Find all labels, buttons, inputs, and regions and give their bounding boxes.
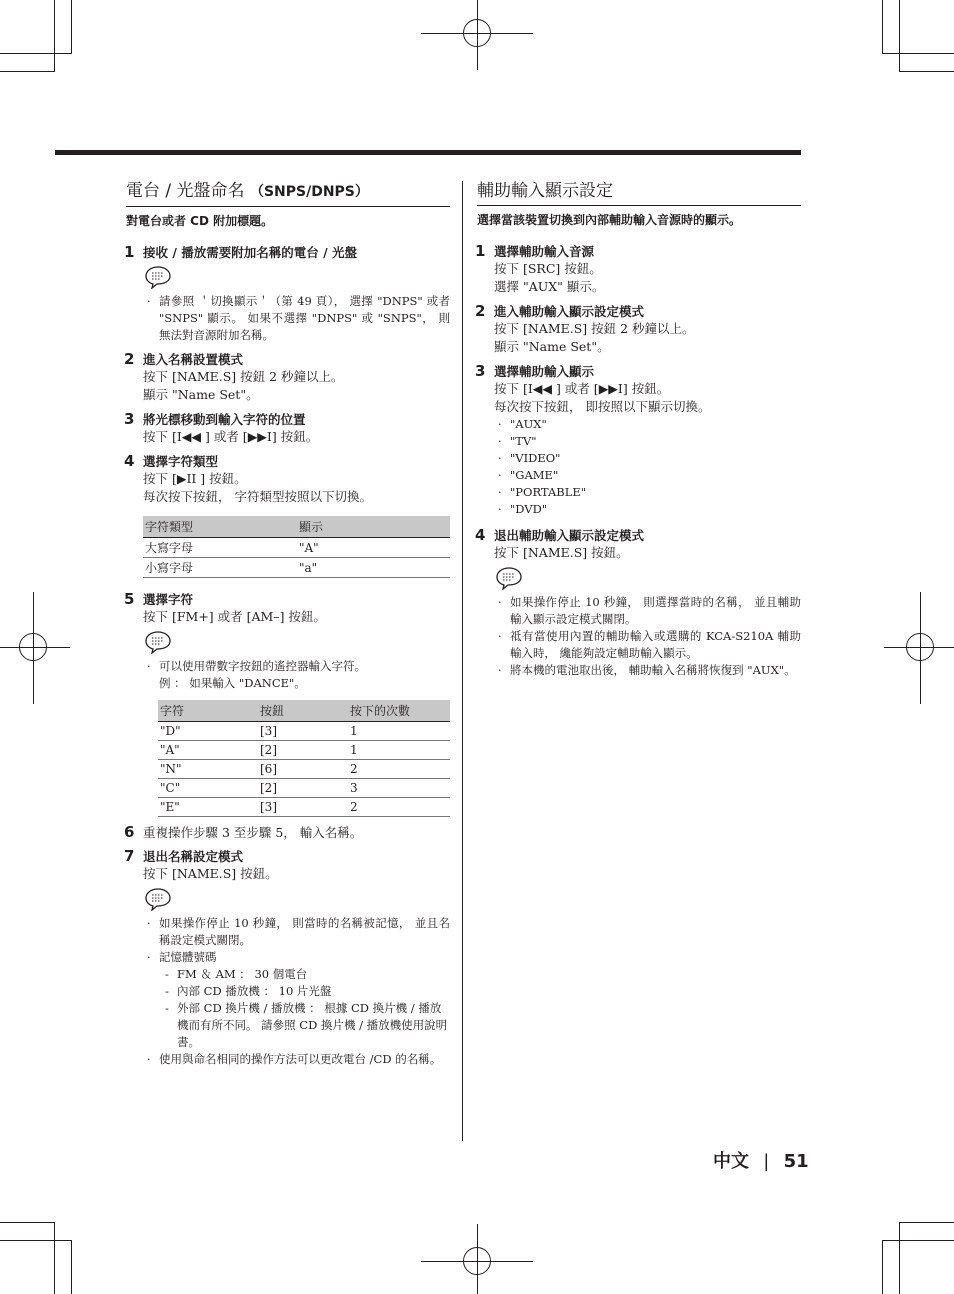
option-item: · "TV" xyxy=(494,433,801,450)
step-heading: 選擇輔助輸入顯示 xyxy=(494,364,595,379)
note-text: · 使用與命名相同的操作方法可以更改電台 /CD 的名稱。 xyxy=(143,1051,450,1068)
note-subitem: - FM ＆ AM ： 30 個電台 xyxy=(163,966,450,983)
table-cell: 1 xyxy=(348,722,450,741)
step-body-line: 顯示 "Name Set"。 xyxy=(494,339,610,354)
step-4 xyxy=(126,454,450,470)
column-divider xyxy=(462,181,463,1141)
step-body-line: 按下 [FM+] 或者 [AM–] 按鈕。 xyxy=(143,609,326,624)
table-row xyxy=(143,558,450,578)
table-header: 顯示 xyxy=(297,516,450,538)
step-3 xyxy=(126,412,450,428)
table-cell: "E" xyxy=(158,798,258,817)
page-number: 51 xyxy=(783,1151,809,1172)
step-body-line: 按下 [▶II ] 按鈕。 xyxy=(143,471,247,486)
note-text: · 祗有當使用內置的輔助輸入或選購的 KCA-S210A 輔助輸入時， 纔能夠設定輔助輸入顯示。 xyxy=(494,628,801,662)
step-heading: 重複操作步驟 3 至步驟 5， 輸入名稱。 xyxy=(143,825,363,840)
step-5 xyxy=(126,592,450,608)
section-subtitle: 選擇當該裝置切換到內部輔助輸入音源時的顯示。 xyxy=(477,213,742,227)
step-2 xyxy=(477,304,801,320)
note-text: · 請參照 ＇切換顯示＇（第 49 頁）， 選擇 "DNPS" 或者 "SNPS" 顯示。 如果不選擇 "DNPS" 或 "SNPS"， 則無法對音源附加名稱。 xyxy=(143,293,450,344)
note-text: · 如果操作停止 10 秒鐘， 則當時的名稱被記憶， 並且名稱設定模式關閉。 xyxy=(143,915,450,949)
table-cell: "C" xyxy=(158,779,258,798)
table-cell: [2] xyxy=(258,779,348,798)
table-cell: [6] xyxy=(258,760,348,779)
section-title xyxy=(126,178,450,207)
section-title: 輔助輸入顯示設定 xyxy=(477,178,801,206)
step-heading: 將光標移動到輸入字符的位置 xyxy=(143,412,306,427)
table-row xyxy=(143,538,450,558)
step-heading: 選擇輔助輸入音源 xyxy=(494,244,595,259)
step-number: 1 xyxy=(124,243,135,261)
step-number: 3 xyxy=(475,362,486,380)
table-header: 字符 xyxy=(158,700,258,722)
note-icon xyxy=(144,630,172,654)
step-3 xyxy=(477,364,801,380)
table-cell: [3] xyxy=(258,798,348,817)
step-number: 2 xyxy=(475,302,486,320)
step-body-line: 每次按下按鈕， 字符類型按照以下切換。 xyxy=(143,489,372,504)
note-icon xyxy=(144,265,172,289)
step-1 xyxy=(477,244,801,260)
table-header: 按鈕 xyxy=(258,700,348,722)
table-cell: [3] xyxy=(258,722,348,741)
header-rule xyxy=(55,150,801,155)
table-row xyxy=(158,760,450,779)
step-number: 4 xyxy=(124,452,135,470)
step-heading: 選擇字符 xyxy=(143,592,194,607)
note-text: · 可以使用帶數字按鈕的遙控器輸入字符。 xyxy=(143,658,450,675)
option-item: · "AUX" xyxy=(494,416,801,433)
note-example: 例 ： 如果輸入 "DANCE"。 xyxy=(159,676,306,690)
option-item: · "PORTABLE" xyxy=(494,484,801,501)
step-number: 7 xyxy=(124,847,135,865)
table-cell: 1 xyxy=(348,741,450,760)
step-body-line: 選擇 "AUX" 顯示。 xyxy=(494,279,605,294)
step-heading: 進入輔助輸入顯示設定模式 xyxy=(494,304,645,319)
table-row xyxy=(158,779,450,798)
table-cell: "A" xyxy=(158,741,258,760)
table-header: 按下的次數 xyxy=(348,700,450,722)
step-heading: 退出名稱設定模式 xyxy=(143,849,244,864)
right-section xyxy=(477,178,801,679)
step-body-line: 每次按下按鈕， 即按照以下顯示切換。 xyxy=(494,399,711,414)
step-heading: 進入名稱設置模式 xyxy=(143,352,244,367)
step-number: 3 xyxy=(124,410,135,428)
step-4 xyxy=(477,528,801,544)
table-cell: 2 xyxy=(348,798,450,817)
table-cell: 小寫字母 xyxy=(143,558,297,578)
table-cell: "A" xyxy=(297,538,450,558)
step-6 xyxy=(126,825,450,841)
note-text: · 如果操作停止 10 秒鐘， 則選擇當時的名稱， 並且輔助輸入顯示設定模式關閉。 xyxy=(494,594,801,628)
step-heading: 退出輔助輸入顯示設定模式 xyxy=(494,528,645,543)
step-body-line: 按下 [NAME.S] 按鈕。 xyxy=(494,545,629,560)
step-body-line: 按下 [NAME.S] 按鈕 2 秒鐘以上。 xyxy=(143,369,344,384)
section-subtitle: 對電台或者 CD 附加標題。 xyxy=(126,214,274,228)
option-item: · "VIDEO" xyxy=(494,450,801,467)
step-number: 4 xyxy=(475,526,486,544)
page-footer xyxy=(713,1147,809,1173)
step-body-line: 顯示 "Name Set"。 xyxy=(143,387,259,402)
section-title-text: 電台 / 光盤命名 xyxy=(126,181,245,201)
note-subitem: - 內部 CD 播放機 ： 10 片光盤 xyxy=(163,983,450,1000)
note-icon xyxy=(144,887,172,911)
table-header: 字符類型 xyxy=(143,516,297,538)
step-2 xyxy=(126,352,450,368)
step-1 xyxy=(126,245,450,261)
table-row xyxy=(158,798,450,817)
step-7 xyxy=(126,849,450,865)
step-number: 5 xyxy=(124,590,135,608)
note-text: · 記憶體號碼 xyxy=(143,949,450,966)
note-subitem: - 外部 CD 換片機 / 播放機 ： 根據 CD 換片機 / 播放機而有所不同。 請參照 CD 換片機 / 播放機使用說明書。 xyxy=(163,1000,450,1051)
note-text: · 將本機的電池取出後， 輔助輸入名稱將恢復到 "AUX"。 xyxy=(494,662,801,679)
table-cell: 3 xyxy=(348,779,450,798)
table-row xyxy=(158,722,450,741)
step-body-line: 按下 [SRC] 按鈕。 xyxy=(494,261,602,276)
note-icon xyxy=(495,566,523,590)
left-section xyxy=(126,178,450,1068)
table-cell: [2] xyxy=(258,741,348,760)
table-cell: "a" xyxy=(297,558,450,578)
step-body-line: 按下 [NAME.S] 按鈕 2 秒鐘以上。 xyxy=(494,321,695,336)
char-type-table xyxy=(143,516,450,578)
step-number: 1 xyxy=(475,242,486,260)
footer-separator: | xyxy=(763,1151,770,1172)
table-cell: "D" xyxy=(158,722,258,741)
step-number: 6 xyxy=(124,823,135,841)
step-heading: 選擇字符類型 xyxy=(143,454,219,469)
input-example-table xyxy=(158,700,450,817)
table-cell: 2 xyxy=(348,760,450,779)
step-body-line: 按下 [NAME.S] 按鈕。 xyxy=(143,866,278,881)
section-title-paren: （SNPS/DNPS） xyxy=(249,184,369,200)
table-row xyxy=(158,741,450,760)
language-label: 中文 xyxy=(713,1151,749,1172)
step-body-line: 按下 [I◀◀ ] 或者 [▶▶I] 按鈕。 xyxy=(494,381,670,396)
table-cell: "N" xyxy=(158,760,258,779)
step-number: 2 xyxy=(124,350,135,368)
option-item: · "DVD" xyxy=(494,501,801,518)
table-cell: 大寫字母 xyxy=(143,538,297,558)
step-heading: 接收 / 播放需要附加名稱的電台 / 光盤 xyxy=(143,245,358,260)
step-body-line: 按下 [I◀◀ ] 或者 [▶▶I] 按鈕。 xyxy=(143,429,319,444)
option-item: · "GAME" xyxy=(494,467,801,484)
